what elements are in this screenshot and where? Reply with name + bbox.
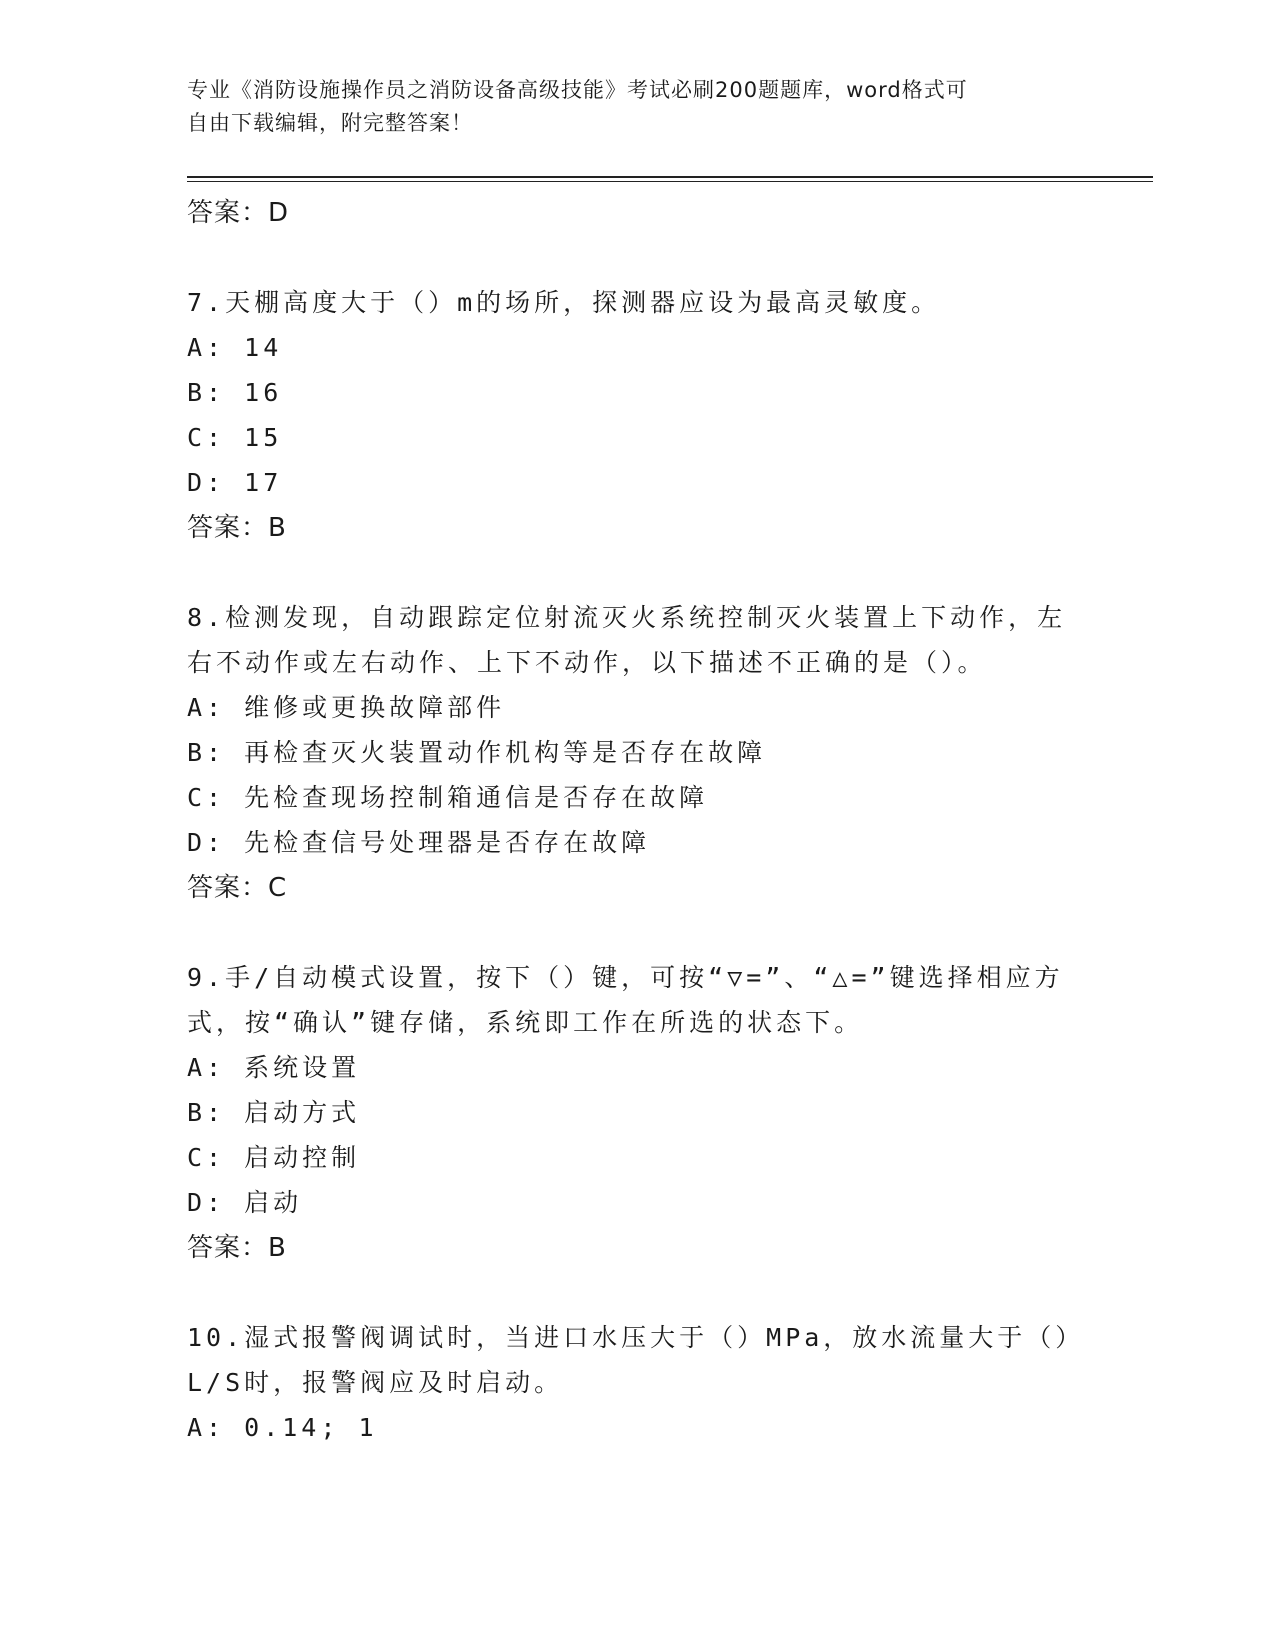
question-stem: 8.检测发现，自动跟踪定位射流灭火系统控制灭火装置上下动作，左右不动作或左右动作、上下不动作，以下描述不正确的是（）。	[187, 603, 1067, 677]
header-line-1: 专业《消防设施操作员之消防设备高级技能》考试必刷200题题库，word格式可	[187, 78, 968, 102]
header-divider-thick	[187, 176, 1153, 178]
question-stem: 7.天棚高度大于（）m的场所，探测器应设为最高灵敏度。	[187, 288, 941, 317]
header-line-2: 自由下载编辑，附完整答案！	[187, 111, 473, 135]
option-c: C: 启动控制	[187, 1143, 361, 1172]
question-stem: 10.湿式报警阀调试时，当进口水压大于（）MPa，放水流量大于（）L/S时，报警阀应及时启动。	[187, 1323, 1085, 1397]
option-d: D: 先检查信号处理器是否存在故障	[187, 828, 651, 857]
answer-line: 答案：D	[187, 198, 290, 228]
option-a: A: 维修或更换故障部件	[187, 693, 506, 722]
option-c: C: 15	[187, 423, 283, 452]
question-item	[187, 1315, 1087, 1450]
answer-line: 答案：B	[187, 513, 287, 543]
answer-line: 答案：C	[187, 873, 288, 903]
question-item	[187, 595, 1087, 911]
option-d: D: 启动	[187, 1188, 303, 1217]
document-header	[187, 74, 1067, 140]
option-a: A: 14	[187, 333, 283, 362]
option-b: B: 启动方式	[187, 1098, 361, 1127]
header-divider-thin	[187, 181, 1153, 182]
option-c: C: 先检查现场控制箱通信是否存在故障	[187, 783, 709, 812]
answer-line: 答案：B	[187, 1233, 287, 1263]
question-item	[187, 280, 1087, 551]
option-b: B: 16	[187, 378, 283, 407]
question-stem: 9.手/自动模式设置，按下（）键，可按“▽=”、“△=”键选择相应方式，按“确认”键存储，系统即工作在所选的状态下。	[187, 963, 1064, 1037]
question-list	[187, 190, 1087, 1450]
option-b: B: 再检查灭火装置动作机构等是否存在故障	[187, 738, 767, 767]
question-item	[187, 955, 1087, 1271]
option-d: D: 17	[187, 468, 283, 497]
option-a: A: 系统设置	[187, 1053, 361, 1082]
option-a: A: 0.14; 1	[187, 1413, 378, 1442]
